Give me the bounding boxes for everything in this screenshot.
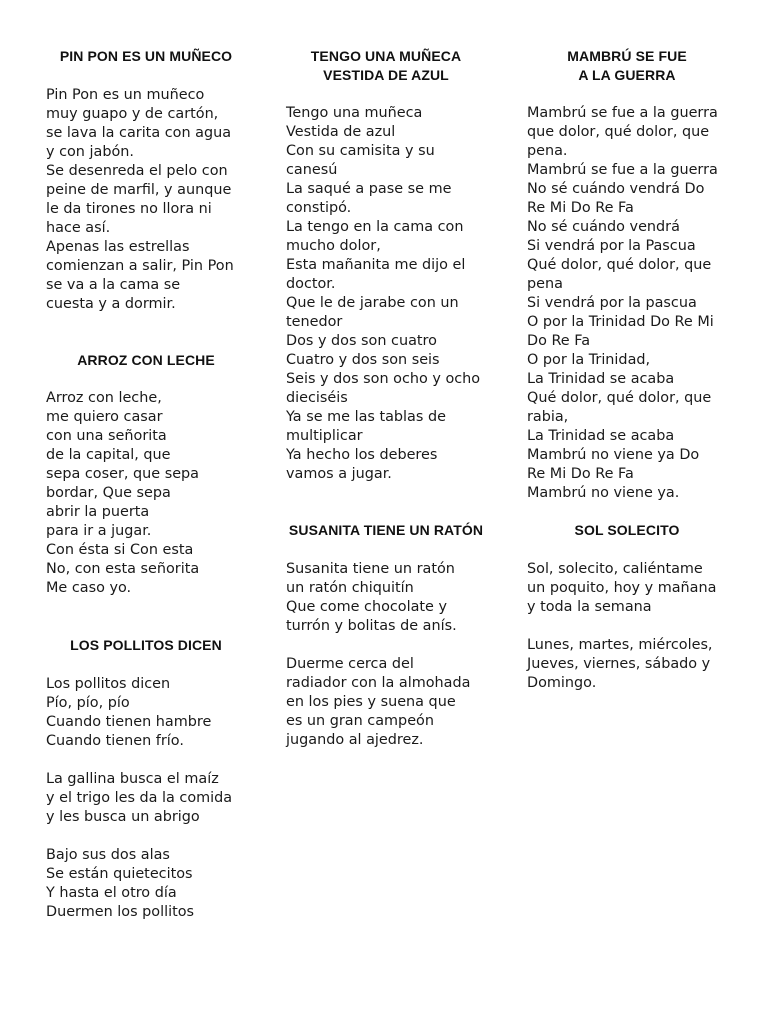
song-title-pin-pon xyxy=(46,47,246,66)
lyric-line: en los pies y suena que xyxy=(286,694,456,710)
lyric-line: No sé cuándo vendrá Do xyxy=(527,181,705,197)
lyric-line: mucho dolor, xyxy=(286,238,381,254)
lyric-line: La Trinidad se acaba xyxy=(527,371,675,387)
lyric-line: es un gran campeón xyxy=(286,713,434,729)
lyric-line: pena xyxy=(527,276,563,292)
lyric-line: Do Re Fa xyxy=(527,333,591,349)
lyric-line: turrón y bolitas de anís. xyxy=(286,618,457,634)
lyric-line: La saqué a pase se me xyxy=(286,181,452,197)
song-lyrics-los-pollitos xyxy=(46,675,256,922)
lyric-line: hace así. xyxy=(46,220,111,236)
song-lyrics-tengo-una-muneca xyxy=(286,104,496,484)
lyric-line xyxy=(286,636,496,655)
lyric-line: Pío, pío, pío xyxy=(46,695,130,711)
lyric-line: Mambrú no viene ya Do xyxy=(527,447,700,463)
lyric-line: muy guapo y de cartón, xyxy=(46,106,219,122)
lyric-line: doctor. xyxy=(286,276,336,292)
lyric-line: Susanita tiene un ratón xyxy=(286,561,455,577)
lyric-line: de la capital, que xyxy=(46,447,171,463)
lyric-line: Me caso yo. xyxy=(46,580,132,596)
lyric-line: multiplicar xyxy=(286,428,363,444)
lyric-line: Que come chocolate y xyxy=(286,599,447,615)
lyric-line: Los pollitos dicen xyxy=(46,676,171,692)
lyric-line: comienzan a salir, Pin Pon xyxy=(46,258,234,274)
song-title-line: LOS POLLITOS DICEN xyxy=(70,637,222,653)
lyric-line: cuesta y a dormir. xyxy=(46,296,176,312)
lyric-line: Jueves, viernes, sábado y xyxy=(527,656,711,672)
lyric-line: La Trinidad se acaba xyxy=(527,428,675,444)
lyric-line: bordar, Que sepa xyxy=(46,485,171,501)
lyric-line: Arroz con leche, xyxy=(46,390,162,406)
lyric-line: La gallina busca el maíz xyxy=(46,771,219,787)
lyric-line: Cuando tienen frío. xyxy=(46,733,184,749)
lyric-line: un ratón chiquitín xyxy=(286,580,414,596)
song-title-line: A LA GUERRA xyxy=(578,67,676,83)
lyric-line: tenedor xyxy=(286,314,343,330)
lyric-line: Apenas las estrellas xyxy=(46,239,190,255)
lyric-line: Pin Pon es un muñeco xyxy=(46,87,205,103)
lyric-line: Qué dolor, qué dolor, que xyxy=(527,257,712,273)
lyric-line: canesú xyxy=(286,162,338,178)
lyric-line: se lava la carita con agua xyxy=(46,125,232,141)
lyric-line: Sol, solecito, caliéntame xyxy=(527,561,703,577)
song-lyrics-mambru xyxy=(527,104,737,503)
song-lyrics-arroz-con-leche xyxy=(46,389,256,598)
lyric-line xyxy=(527,617,737,636)
lyric-line: Con ésta si Con esta xyxy=(46,542,194,558)
lyric-line: La tengo en la cama con xyxy=(286,219,464,235)
lyric-line: para ir a jugar. xyxy=(46,523,152,539)
lyric-line: dieciséis xyxy=(286,390,348,406)
lyric-line: Mambrú no viene ya. xyxy=(527,485,680,501)
lyric-line: Mambrú se fue a la guerra xyxy=(527,162,718,178)
lyric-line: rabia, xyxy=(527,409,569,425)
lyric-line: constipó. xyxy=(286,200,352,216)
lyric-line: Ya se me las tablas de xyxy=(286,409,446,425)
lyric-line: Mambrú se fue a la guerra xyxy=(527,105,718,121)
lyric-line: y les busca un abrigo xyxy=(46,809,200,825)
lyric-line: me quiero casar xyxy=(46,409,163,425)
song-lyrics-sol-solecito xyxy=(527,560,737,693)
song-lyrics-pin-pon xyxy=(46,86,256,314)
song-title-line: ARROZ CON LECHE xyxy=(77,352,215,368)
lyric-line: Se están quietecitos xyxy=(46,866,193,882)
lyric-line: vamos a jugar. xyxy=(286,466,392,482)
song-title-line: SUSANITA TIENE UN RATÓN xyxy=(288,522,484,538)
song-title-los-pollitos xyxy=(46,636,246,655)
lyric-line: le da tirones no llora ni xyxy=(46,201,212,217)
lyric-line: Dos y dos son cuatro xyxy=(286,333,437,349)
lyric-line: con una señorita xyxy=(46,428,167,444)
lyric-line: Ya hecho los deberes xyxy=(286,447,438,463)
lyric-line: Que le de jarabe con un xyxy=(286,295,459,311)
lyric-line: Duermen los pollitos xyxy=(46,904,195,920)
song-title-line: VESTIDA DE AZUL xyxy=(323,67,449,83)
lyric-line: No sé cuándo vendrá xyxy=(527,219,680,235)
lyric-line: Qué dolor, qué dolor, que xyxy=(527,390,712,406)
song-title-line: MAMBRÚ SE FUE xyxy=(567,48,687,64)
lyric-line: O por la Trinidad Do Re Mi xyxy=(527,314,714,330)
song-title-tengo-una-muneca xyxy=(286,47,486,85)
lyric-line: Lunes, martes, miércoles, xyxy=(527,637,713,653)
lyric-line: Cuatro y dos son seis xyxy=(286,352,440,368)
lyric-line: Domingo. xyxy=(527,675,597,691)
lyric-line xyxy=(46,751,256,770)
song-title-line: SOL SOLECITO xyxy=(574,522,680,538)
lyric-line: Si vendrá por la Pascua xyxy=(527,238,696,254)
lyric-line: radiador con la almohada xyxy=(286,675,471,691)
lyric-line: Seis y dos son ocho y ocho xyxy=(286,371,481,387)
lyric-line: No, con esta señorita xyxy=(46,561,200,577)
lyric-line: Re Mi Do Re Fa xyxy=(527,200,634,216)
lyric-line: Se desenreda el pelo con xyxy=(46,163,228,179)
lyric-line: Esta mañanita me dijo el xyxy=(286,257,466,273)
lyric-line: sepa coser, que sepa xyxy=(46,466,199,482)
lyric-line: Y hasta el otro día xyxy=(46,885,177,901)
lyric-line: se va a la cama se xyxy=(46,277,181,293)
lyric-line: y toda la semana xyxy=(527,599,652,615)
lyric-line: pena. xyxy=(527,143,568,159)
lyric-line: O por la Trinidad, xyxy=(527,352,651,368)
song-title-susanita xyxy=(286,521,486,540)
lyric-line: Re Mi Do Re Fa xyxy=(527,466,634,482)
lyric-line xyxy=(46,827,256,846)
lyric-line: Bajo sus dos alas xyxy=(46,847,170,863)
lyric-line: que dolor, qué dolor, que xyxy=(527,124,710,140)
song-title-sol-solecito xyxy=(527,521,727,540)
song-title-arroz-con-leche xyxy=(46,351,246,370)
lyric-line: abrir la puerta xyxy=(46,504,150,520)
lyric-line: Duerme cerca del xyxy=(286,656,414,672)
lyric-line: Vestida de azul xyxy=(286,124,396,140)
song-title-line: PIN PON ES UN MUÑECO xyxy=(59,48,233,64)
song-lyrics-susanita xyxy=(286,560,496,750)
lyric-line: jugando al ajedrez. xyxy=(286,732,424,748)
lyric-line: y el trigo les da la comida xyxy=(46,790,233,806)
lyric-line: un poquito, hoy y mañana xyxy=(527,580,717,596)
lyric-line: Cuando tienen hambre xyxy=(46,714,212,730)
lyric-line: peine de marfil, y aunque xyxy=(46,182,232,198)
song-title-line: TENGO UNA MUÑECA xyxy=(310,48,462,64)
song-title-mambru xyxy=(527,47,727,85)
lyric-line: y con jabón. xyxy=(46,144,134,160)
lyric-line: Si vendrá por la pascua xyxy=(527,295,697,311)
lyric-line: Tengo una muñeca xyxy=(286,105,423,121)
lyric-line: Con su camisita y su xyxy=(286,143,435,159)
